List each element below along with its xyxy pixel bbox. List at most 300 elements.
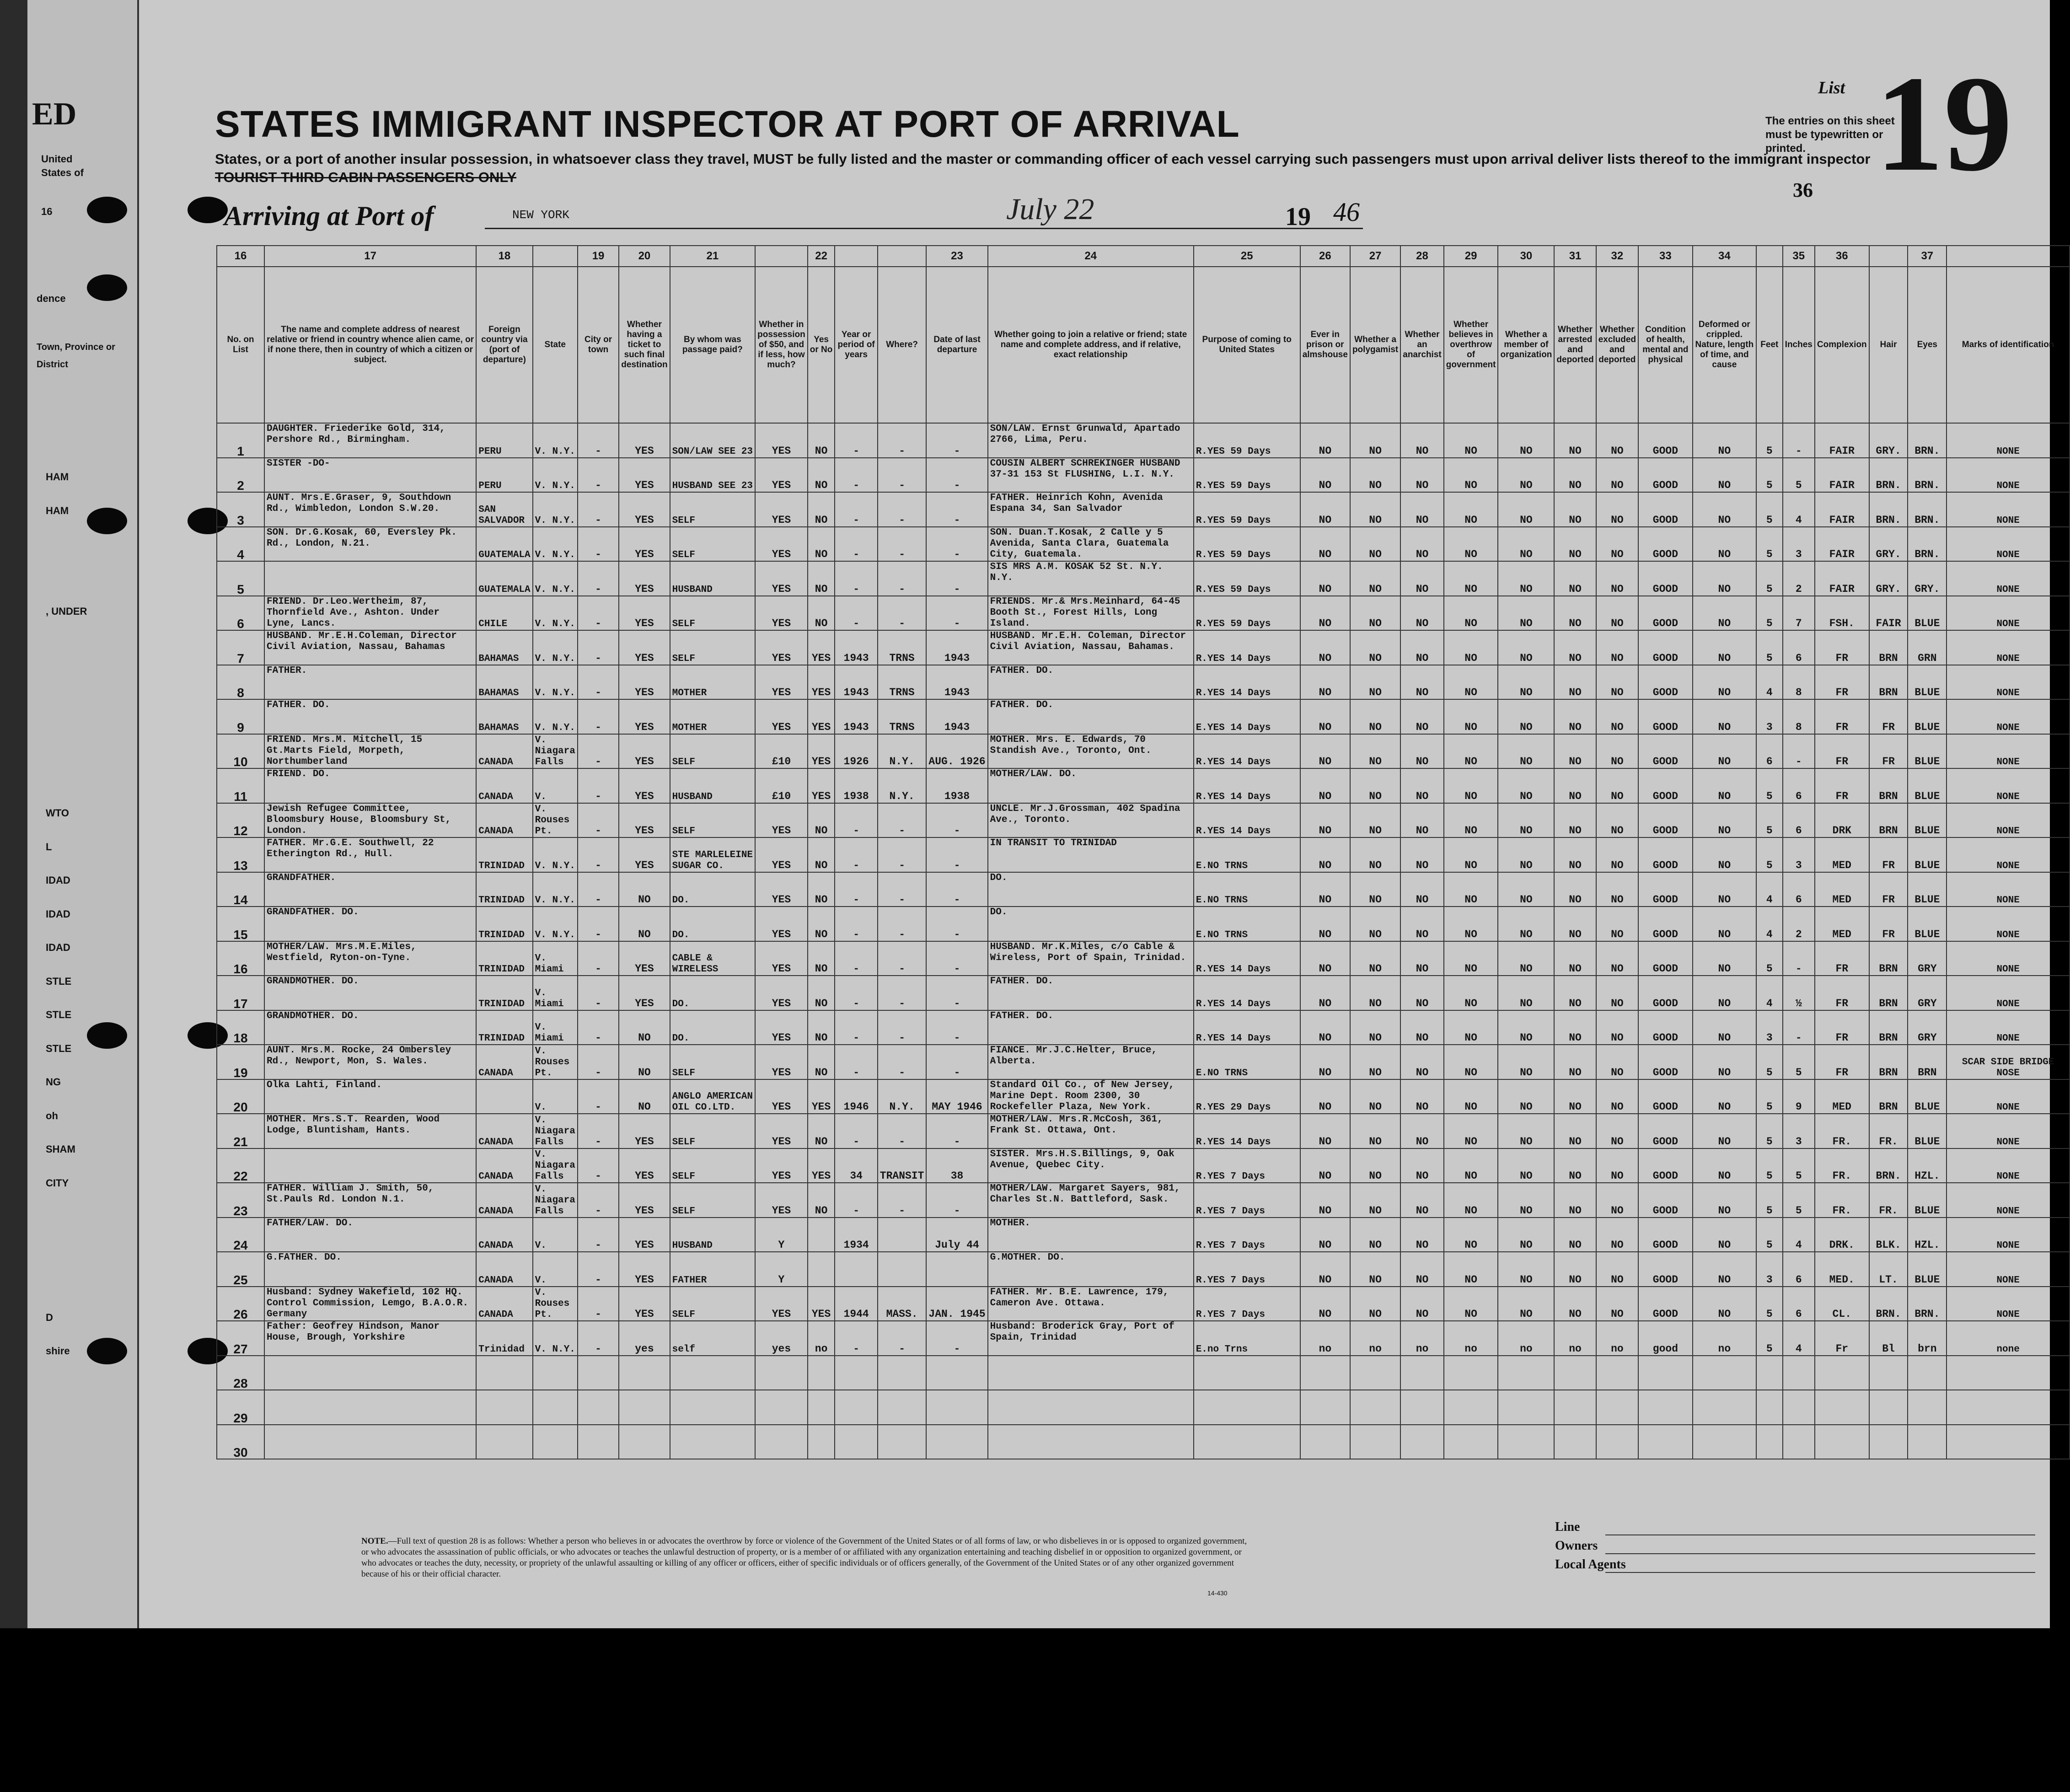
cell-c28: NO — [1444, 423, 1498, 458]
cell-complexion: DRK. — [1815, 1218, 1869, 1252]
cell-years: 1934 — [835, 1218, 877, 1252]
cell-c29: NO — [1498, 976, 1554, 1010]
cell-join: IN TRANSIT TO TRINIDAD — [988, 837, 1194, 872]
cell-ticket: YES — [619, 561, 670, 596]
cell-in: 5 — [1783, 1183, 1815, 1218]
cell-purpose: R.YES 59 Days — [1194, 561, 1300, 596]
cell-c29: NO — [1498, 803, 1554, 838]
column-header: Purpose of coming to United States — [1194, 267, 1300, 423]
list-number-cell: 11 — [217, 768, 264, 803]
cell-c28: NO — [1444, 527, 1498, 562]
cell-c30: NO — [1554, 458, 1596, 493]
cell-c25: NO — [1300, 492, 1350, 527]
cell-c29: NO — [1498, 423, 1554, 458]
list-number-cell: 3 — [217, 492, 264, 527]
cell-date: - — [926, 458, 987, 493]
cell-in: 6 — [1783, 768, 1815, 803]
cell-years: - — [835, 837, 877, 872]
cell-purpose: R.YES 7 Days — [1194, 1148, 1300, 1183]
cell-years: - — [835, 1183, 877, 1218]
cell-city: - — [578, 1114, 619, 1148]
cell-hair — [1869, 1425, 1908, 1459]
cell-where: TRANSIT — [878, 1148, 927, 1183]
cell-deformed: NO — [1693, 1287, 1756, 1321]
cell-join: DO. — [988, 872, 1194, 907]
cell-c28 — [1444, 1425, 1498, 1459]
cell-relative: FRIEND. DO. — [264, 768, 476, 803]
cell-c25: NO — [1300, 1079, 1350, 1114]
cell-eyes: BLUE — [1908, 734, 1947, 769]
cell-c30: NO — [1554, 1114, 1596, 1148]
cell-city: - — [578, 1321, 619, 1356]
cell-ft: 5 — [1756, 458, 1783, 493]
cell-c27: NO — [1400, 976, 1443, 1010]
cell-in: 3 — [1783, 527, 1815, 562]
cell-where — [878, 1390, 927, 1425]
cell-date: - — [926, 803, 987, 838]
cell-c27: NO — [1400, 872, 1443, 907]
cell-fifty: YES — [755, 630, 808, 665]
cell-c27: NO — [1400, 768, 1443, 803]
cell-complexion: FAIR — [1815, 492, 1869, 527]
cell-c28: NO — [1444, 1079, 1498, 1114]
cell-c28: NO — [1444, 1045, 1498, 1079]
cell-marks: NONE — [1947, 1010, 2070, 1045]
list-number-cell: 7 — [217, 630, 264, 665]
cell-years — [835, 1356, 877, 1390]
cell-before — [808, 1425, 835, 1459]
cell-in: 8 — [1783, 665, 1815, 700]
cell-state: V. Rouses Pt. — [533, 1287, 578, 1321]
cell-city: - — [578, 699, 619, 734]
column-header: Where? — [878, 267, 927, 423]
cell-c25: NO — [1300, 1183, 1350, 1218]
cell-relative: FATHER. Mr.G.E. Southwell, 22 Etherington Rd., Hull. — [264, 837, 476, 872]
manifest-row — [217, 1010, 2070, 1045]
cell-country: CANADA — [476, 1148, 532, 1183]
cell-relative — [264, 1148, 476, 1183]
manifest-table — [216, 245, 2070, 1459]
cell-in: 4 — [1783, 492, 1815, 527]
column-number: 34 — [1693, 246, 1756, 267]
cell-c27: NO — [1400, 1079, 1443, 1114]
cell-ft: 5 — [1756, 1287, 1783, 1321]
cell-eyes: BLUE — [1908, 803, 1947, 838]
cell-health — [1638, 1425, 1693, 1459]
cell-years: - — [835, 1010, 877, 1045]
cell-ticket: YES — [619, 630, 670, 665]
cell-ticket: YES — [619, 837, 670, 872]
cell-in: 4 — [1783, 1321, 1815, 1356]
cell-c30: NO — [1554, 803, 1596, 838]
column-header: Ever in prison or almshouse — [1300, 267, 1350, 423]
list-number-cell: 10 — [217, 734, 264, 769]
cell-before: NO — [808, 976, 835, 1010]
cell-complexion — [1815, 1356, 1869, 1390]
column-header: Eyes — [1908, 267, 1947, 423]
cell-marks: NONE — [1947, 630, 2070, 665]
cell-join: MOTHER. — [988, 1218, 1194, 1252]
cell-c25: NO — [1300, 596, 1350, 631]
cell-country: BAHAMAS — [476, 665, 532, 700]
cell-c28: NO — [1444, 872, 1498, 907]
cell-eyes: BRN. — [1908, 527, 1947, 562]
page-number: 36 — [1793, 179, 1813, 201]
arrival-date: July 22 — [1006, 193, 1094, 226]
cell-date: 38 — [926, 1148, 987, 1183]
cell-before: no — [808, 1321, 835, 1356]
cell-c28 — [1444, 1356, 1498, 1390]
column-number: 16 — [217, 246, 264, 267]
cell-state — [533, 1390, 578, 1425]
cell-years: - — [835, 1114, 877, 1148]
note-text: —Full text of question 28 is as follows: Whether a person who believes in or advocates the overthrow by force or violence of the Government of the United States or of all forms of law, or who disbelieves in or is opposed to organized government, or who advocates the assassination of public officials, or who advocates or teaches the unlawful destruction of property, or is a member of or affiliated with any organization entertaining and teaching disbelief in or opposition to organized government, or who advocates or teaches the duty, necessity, or propriety of the unlawful assaulting or killing of any officer or officers, either of specific individuals or of officers generally, of the Government of the United States or of any other organized government because of his or their official character. — [361, 1536, 1247, 1579]
cell-c30: NO — [1554, 665, 1596, 700]
cell-state: V. Niagara Falls — [533, 1183, 578, 1218]
cell-ft — [1756, 1390, 1783, 1425]
list-number-cell: 18 — [217, 1010, 264, 1045]
cell-fifty: YES — [755, 1079, 808, 1114]
cell-fifty: YES — [755, 803, 808, 838]
cell-state: V. N.Y. — [533, 907, 578, 941]
cell-city: - — [578, 872, 619, 907]
form-title: STATES IMMIGRANT INSPECTOR AT PORT OF ARRIVAL — [215, 103, 1240, 145]
cell-before: NO — [808, 907, 835, 941]
cell-c26: no — [1350, 1321, 1400, 1356]
cell-c31: NO — [1596, 1252, 1638, 1287]
cell-purpose: E.NO TRNS — [1194, 1045, 1300, 1079]
cell-c30: NO — [1554, 492, 1596, 527]
cell-c26: NO — [1350, 768, 1400, 803]
cell-state: V. N.Y. — [533, 872, 578, 907]
cell-date: - — [926, 527, 987, 562]
cell-join — [988, 1425, 1194, 1459]
cell-date — [926, 1252, 987, 1287]
cell-paid: CABLE & WIRELESS — [670, 941, 756, 976]
cell-years: - — [835, 803, 877, 838]
cell-ticket: YES — [619, 527, 670, 562]
cell-c30: NO — [1554, 837, 1596, 872]
cell-where — [878, 1252, 927, 1287]
cell-complexion: MED — [1815, 872, 1869, 907]
cell-join: FIANCE. Mr.J.C.Helter, Bruce, Alberta. — [988, 1045, 1194, 1079]
cell-in — [1783, 1390, 1815, 1425]
column-header: Whether arrested and deported — [1554, 267, 1596, 423]
cell-in: 5 — [1783, 1148, 1815, 1183]
cell-before: YES — [808, 1148, 835, 1183]
cell-ticket: YES — [619, 1183, 670, 1218]
cell-in: 3 — [1783, 837, 1815, 872]
cell-before — [808, 1252, 835, 1287]
cell-state: V. Miami — [533, 1010, 578, 1045]
column-number: 26 — [1300, 246, 1350, 267]
cell-c29: NO — [1498, 734, 1554, 769]
cell-where: - — [878, 423, 927, 458]
list-number-cell: 23 — [217, 1183, 264, 1218]
owners-rule — [1605, 1553, 2035, 1554]
cell-join: HUSBAND. Mr.K.Miles, c/o Cable & Wireless, Port of Spain, Trinidad. — [988, 941, 1194, 976]
cell-date: - — [926, 1010, 987, 1045]
cell-c27: no — [1400, 1321, 1443, 1356]
cell-before: YES — [808, 734, 835, 769]
cell-c28: NO — [1444, 734, 1498, 769]
cell-c31: NO — [1596, 596, 1638, 631]
cell-complexion: FR — [1815, 1045, 1869, 1079]
manifest-row — [217, 976, 2070, 1010]
cell-purpose: R.YES 29 Days — [1194, 1079, 1300, 1114]
cell-c30: NO — [1554, 1010, 1596, 1045]
cell-c28: no — [1444, 1321, 1498, 1356]
punch-hole — [87, 508, 127, 534]
cell-c26: NO — [1350, 1045, 1400, 1079]
cell-hair: FR — [1869, 699, 1908, 734]
manifest-row — [217, 803, 2070, 838]
column-number: 18 — [476, 246, 532, 267]
cell-c29: NO — [1498, 872, 1554, 907]
cell-c30: NO — [1554, 1148, 1596, 1183]
column-number: 28 — [1400, 246, 1443, 267]
cell-city: - — [578, 423, 619, 458]
cell-c27: NO — [1400, 1148, 1443, 1183]
cell-eyes: BLUE — [1908, 665, 1947, 700]
cell-paid: SELF — [670, 1045, 756, 1079]
list-number-cell: 16 — [217, 941, 264, 976]
column-number: 25 — [1194, 246, 1300, 267]
binding-row-fragment: STLE — [46, 1009, 72, 1020]
cell-c26: NO — [1350, 699, 1400, 734]
cell-marks — [1947, 1356, 2070, 1390]
cell-c26: NO — [1350, 1114, 1400, 1148]
cell-c31: NO — [1596, 423, 1638, 458]
cell-health: GOOD — [1638, 837, 1693, 872]
cell-join — [988, 1390, 1194, 1425]
manifest-row — [217, 1287, 2070, 1321]
cell-fifty: Y — [755, 1252, 808, 1287]
cell-years: 34 — [835, 1148, 877, 1183]
cell-health: good — [1638, 1321, 1693, 1356]
binding-row-fragment: NG — [46, 1076, 61, 1088]
cell-ticket: YES — [619, 665, 670, 700]
cell-c26: NO — [1350, 803, 1400, 838]
cell-complexion: FAIR — [1815, 527, 1869, 562]
cell-c25: no — [1300, 1321, 1350, 1356]
column-header: Year or period of years — [835, 267, 877, 423]
cell-complexion: MED — [1815, 837, 1869, 872]
cell-date: - — [926, 941, 987, 976]
cell-city: - — [578, 630, 619, 665]
cell-c31: NO — [1596, 665, 1638, 700]
cell-c31: NO — [1596, 1010, 1638, 1045]
cell-purpose: R.YES 14 Days — [1194, 1114, 1300, 1148]
cell-relative: GRANDFATHER. DO. — [264, 907, 476, 941]
cell-paid: MOTHER — [670, 665, 756, 700]
cell-ticket: YES — [619, 803, 670, 838]
cell-state: V. Miami — [533, 941, 578, 976]
column-number: 17 — [264, 246, 476, 267]
cell-fifty: YES — [755, 837, 808, 872]
cell-marks: NONE — [1947, 768, 2070, 803]
cell-date: 1943 — [926, 665, 987, 700]
cell-c25: NO — [1300, 1148, 1350, 1183]
cell-c27: NO — [1400, 665, 1443, 700]
column-number: 21 — [670, 246, 756, 267]
column-number: 37 — [1908, 246, 1947, 267]
cell-city: - — [578, 976, 619, 1010]
cell-c26: NO — [1350, 1252, 1400, 1287]
cell-ft: 6 — [1756, 734, 1783, 769]
cell-c31: NO — [1596, 907, 1638, 941]
cell-city — [578, 1390, 619, 1425]
binding-heading: ED — [32, 97, 77, 132]
cell-paid: DO. — [670, 872, 756, 907]
manifest-row — [217, 1425, 2070, 1459]
cell-c25: NO — [1300, 458, 1350, 493]
cell-c25 — [1300, 1390, 1350, 1425]
cell-deformed: NO — [1693, 1079, 1756, 1114]
cell-c31: NO — [1596, 1218, 1638, 1252]
cell-state: V. N.Y. — [533, 837, 578, 872]
cell-c27: NO — [1400, 1114, 1443, 1148]
cell-c26: NO — [1350, 665, 1400, 700]
cell-eyes: BLUE — [1908, 1079, 1947, 1114]
manifest-row — [217, 837, 2070, 872]
binding-row-fragment: shire — [46, 1345, 70, 1357]
cell-state: V. N.Y. — [533, 596, 578, 631]
cell-join: SON. Duan.T.Kosak, 2 Calle y 5 Avenida, Santa Clara, Guatemala City, Guatemala. — [988, 527, 1194, 562]
cell-ticket: NO — [619, 1079, 670, 1114]
cell-deformed: NO — [1693, 941, 1756, 976]
cell-years: 1944 — [835, 1287, 877, 1321]
cell-date — [926, 1356, 987, 1390]
cell-health: GOOD — [1638, 1114, 1693, 1148]
cell-purpose: R.YES 14 Days — [1194, 941, 1300, 976]
cell-purpose: R.YES 14 Days — [1194, 734, 1300, 769]
cell-c28 — [1444, 1390, 1498, 1425]
cell-c31: NO — [1596, 1045, 1638, 1079]
cell-relative — [264, 1356, 476, 1390]
cell-purpose — [1194, 1356, 1300, 1390]
cell-ticket: NO — [619, 1010, 670, 1045]
cell-city: - — [578, 527, 619, 562]
cell-ft: 4 — [1756, 872, 1783, 907]
cell-c29: NO — [1498, 837, 1554, 872]
arrival-year-prefix: 19 — [1285, 203, 1311, 231]
cell-health: GOOD — [1638, 630, 1693, 665]
cell-marks: NONE — [1947, 1287, 2070, 1321]
cell-where: - — [878, 941, 927, 976]
cell-c28: NO — [1444, 492, 1498, 527]
cell-relative: AUNT. Mrs.E.Graser, 9, Southdown Rd., Wimbledon, London S.W.20. — [264, 492, 476, 527]
cell-health: GOOD — [1638, 596, 1693, 631]
cell-ticket — [619, 1390, 670, 1425]
cell-ticket: yes — [619, 1321, 670, 1356]
list-number: 19 — [1875, 48, 2012, 199]
cell-ticket: YES — [619, 1218, 670, 1252]
cell-city: - — [578, 665, 619, 700]
cell-ticket: YES — [619, 596, 670, 631]
cell-c30: NO — [1554, 907, 1596, 941]
cell-ticket: YES — [619, 768, 670, 803]
column-number: 33 — [1638, 246, 1693, 267]
cell-before: NO — [808, 527, 835, 562]
cell-c31: NO — [1596, 1287, 1638, 1321]
binding-row-fragment: HAM — [46, 504, 69, 516]
list-number-cell: 30 — [217, 1425, 264, 1459]
cell-purpose: R.YES 59 Days — [1194, 527, 1300, 562]
cell-country: PERU — [476, 423, 532, 458]
manifest-rows — [217, 423, 2070, 1459]
cell-c30: NO — [1554, 561, 1596, 596]
cell-in: 4 — [1783, 1218, 1815, 1252]
cell-in: 2 — [1783, 561, 1815, 596]
cell-fifty — [755, 1425, 808, 1459]
cell-paid: HUSBAND SEE 23 — [670, 458, 756, 493]
column-header: Whether excluded and deported — [1596, 267, 1638, 423]
column-number — [1756, 246, 1783, 267]
cell-c30: NO — [1554, 872, 1596, 907]
cell-hair: FR — [1869, 907, 1908, 941]
cell-complexion: Fr — [1815, 1321, 1869, 1356]
cell-fifty: YES — [755, 665, 808, 700]
cell-health: GOOD — [1638, 1218, 1693, 1252]
cell-eyes: BLUE — [1908, 872, 1947, 907]
cell-paid: HUSBAND — [670, 1218, 756, 1252]
cell-purpose: R.YES 7 Days — [1194, 1287, 1300, 1321]
column-number: 19 — [578, 246, 619, 267]
cell-c29: NO — [1498, 665, 1554, 700]
cell-date: - — [926, 872, 987, 907]
cell-join: MOTHER/LAW. DO. — [988, 768, 1194, 803]
cell-where: N.Y. — [878, 768, 927, 803]
cell-where — [878, 1356, 927, 1390]
cell-c25: NO — [1300, 423, 1350, 458]
cell-where: - — [878, 561, 927, 596]
cell-c25: NO — [1300, 1252, 1350, 1287]
cell-eyes: BRN. — [1908, 1287, 1947, 1321]
binding-row-fragment: CITY — [46, 1177, 69, 1189]
cell-fifty: YES — [755, 561, 808, 596]
cell-before: NO — [808, 596, 835, 631]
cell-years: - — [835, 1045, 877, 1079]
column-number: 27 — [1350, 246, 1400, 267]
cell-c28: NO — [1444, 596, 1498, 631]
cell-c30: NO — [1554, 423, 1596, 458]
cell-deformed: NO — [1693, 907, 1756, 941]
cell-purpose: E.NO TRNS — [1194, 837, 1300, 872]
cell-deformed: NO — [1693, 1010, 1756, 1045]
binding-row-fragment: WTO — [46, 807, 69, 819]
cell-state: V. N.Y. — [533, 630, 578, 665]
cell-marks: NONE — [1947, 803, 2070, 838]
cell-join: COUSIN ALBERT SCHREKINGER HUSBAND 37-31 153 St FLUSHING, L.I. N.Y. — [988, 458, 1194, 493]
cell-ft: 4 — [1756, 665, 1783, 700]
cell-deformed: NO — [1693, 837, 1756, 872]
list-number-cell: 29 — [217, 1390, 264, 1425]
binding-line-2: States of — [41, 167, 84, 178]
owners-label: Owners — [1555, 1539, 1598, 1553]
manifest-row — [217, 596, 2070, 631]
cell-health: GOOD — [1638, 976, 1693, 1010]
cell-ticket: NO — [619, 907, 670, 941]
cell-eyes: BLUE — [1908, 907, 1947, 941]
list-label: List — [1818, 78, 1845, 97]
cell-health: GOOD — [1638, 423, 1693, 458]
cell-date: - — [926, 492, 987, 527]
cell-relative: AUNT. Mrs.M. Rocke, 24 Ombersley Rd., Newport, Mon, S. Wales. — [264, 1045, 476, 1079]
cell-c25 — [1300, 1425, 1350, 1459]
cell-complexion: FR. — [1815, 1148, 1869, 1183]
cell-relative: FRIEND. Mrs.M. Mitchell, 15 Gt.Marts Field, Morpeth, Northumberland — [264, 734, 476, 769]
